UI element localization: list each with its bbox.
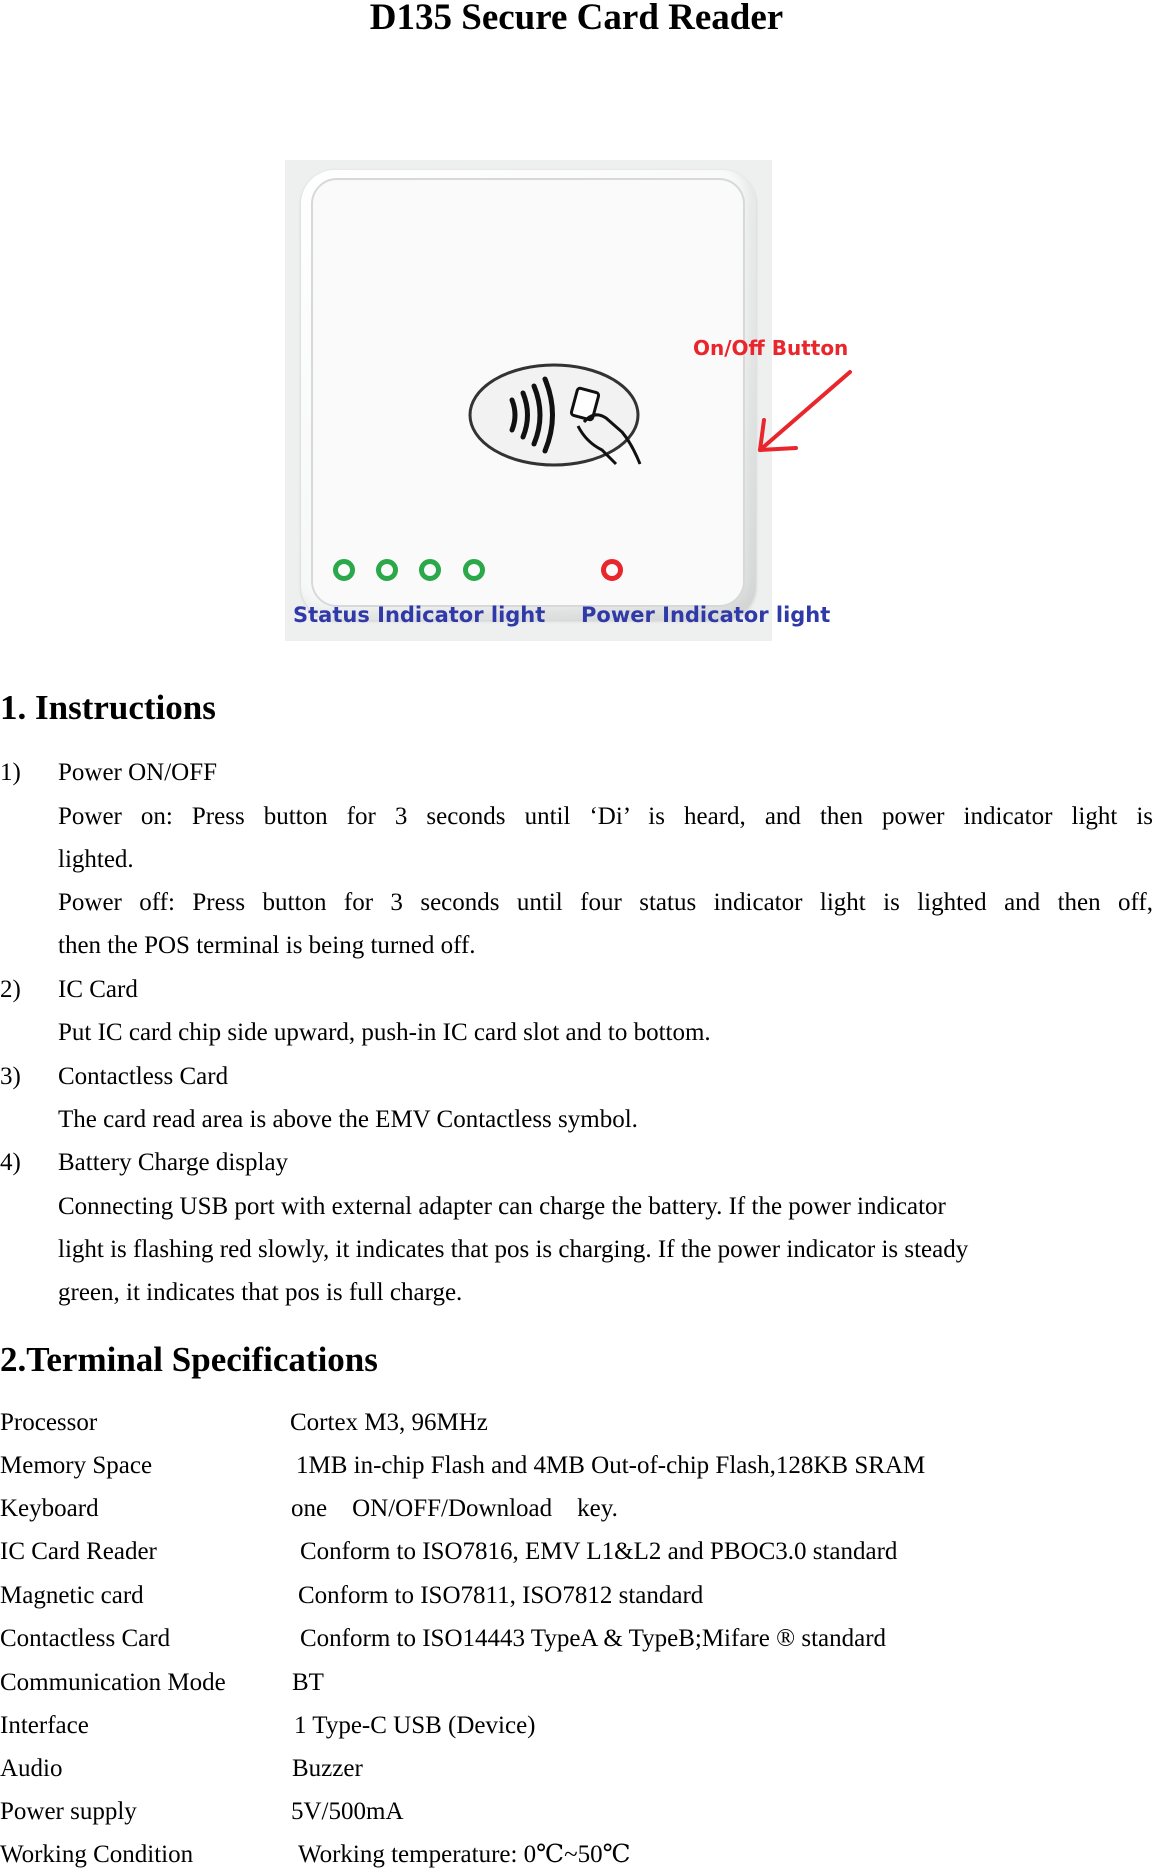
spec-label: Processor (0, 1409, 98, 1436)
item-number: 3) (0, 1063, 21, 1090)
page-title: D135 Secure Card Reader (369, 0, 784, 38)
instruction-line: then the POS terminal is being turned off. (58, 932, 476, 959)
spec-value: BT (292, 1669, 324, 1696)
item-title: Battery Charge display (58, 1149, 289, 1176)
instructions-heading: 1. Instructions (0, 688, 216, 727)
spec-label: Magnetic card (0, 1582, 144, 1609)
spec-value: one ON/OFF/Download key. (291, 1495, 618, 1522)
spec-value: 1MB in-chip Flash and 4MB Out-of-chip Flash,128KB SRAM (296, 1452, 926, 1479)
instruction-line: Connecting USB port with external adapter can charge the battery. If the power indicator (58, 1193, 946, 1220)
power-indicator-led (601, 559, 623, 581)
spec-label: Keyboard (0, 1495, 99, 1522)
item-title: Power ON/OFF (58, 759, 218, 786)
device-inner-panel (311, 178, 745, 607)
instruction-line: The card read area is above the EMV Contactless symbol. (58, 1106, 638, 1133)
spec-label: Memory Space (0, 1452, 153, 1479)
instruction-line: lighted. (58, 846, 134, 873)
emv-contactless-icon (466, 360, 646, 470)
spec-label: Communication Mode (0, 1669, 226, 1696)
status-indicator-led-3 (419, 559, 441, 581)
status-indicator-led-4 (463, 559, 485, 581)
instruction-line: Power on: Press button for 3 seconds until ‘Di’ is heard, and then power indicator light is (58, 803, 1153, 830)
instruction-line: Power off: Press button for 3 seconds until four status indicator light is lighted and then off, (58, 889, 1153, 916)
specs-heading: 2.Terminal Specifications (0, 1340, 378, 1379)
spec-value: 5V/500mA (291, 1798, 404, 1825)
spec-label: Interface (0, 1712, 89, 1739)
instruction-line: green, it indicates that pos is full charge. (58, 1279, 463, 1306)
power-indicator-label: Power Indicator light (581, 603, 831, 627)
spec-label: Working Condition (0, 1841, 194, 1868)
status-indicator-led-1 (333, 559, 355, 581)
item-number: 4) (0, 1149, 21, 1176)
spec-label: IC Card Reader (0, 1538, 157, 1565)
spec-value: Cortex M3, 96MHz (290, 1409, 488, 1436)
instruction-line: light is flashing red slowly, it indicates that pos is charging. If the power indicator is steady (58, 1236, 969, 1263)
spec-label: Power supply (0, 1798, 137, 1825)
item-number: 2) (0, 976, 21, 1003)
spec-value: Working temperature: 0℃~50℃ (298, 1841, 631, 1868)
device-image (285, 160, 831, 641)
spec-label: Contactless Card (0, 1625, 171, 1652)
device-face (301, 170, 756, 620)
spec-value: Conform to ISO7811, ISO7812 standard (298, 1582, 704, 1609)
onoff-button-label: On/Off Button (693, 336, 849, 360)
status-indicator-label: Status Indicator light (293, 603, 546, 627)
spec-label: Audio (0, 1755, 63, 1782)
spec-value: 1 Type-C USB (Device) (294, 1712, 536, 1739)
arrow-icon (750, 360, 860, 460)
status-indicator-led-2 (376, 559, 398, 581)
item-title: IC Card (58, 976, 138, 1003)
spec-value: Buzzer (292, 1755, 363, 1782)
item-number: 1) (0, 759, 21, 786)
instruction-line: Put IC card chip side upward, push-in IC card slot and to bottom. (58, 1019, 711, 1046)
item-title: Contactless Card (58, 1063, 229, 1090)
spec-value: Conform to ISO7816, EMV L1&L2 and PBOC3.0 standard (300, 1538, 898, 1565)
spec-value: Conform to ISO14443 TypeA & TypeB;Mifare ® standard (300, 1625, 887, 1652)
